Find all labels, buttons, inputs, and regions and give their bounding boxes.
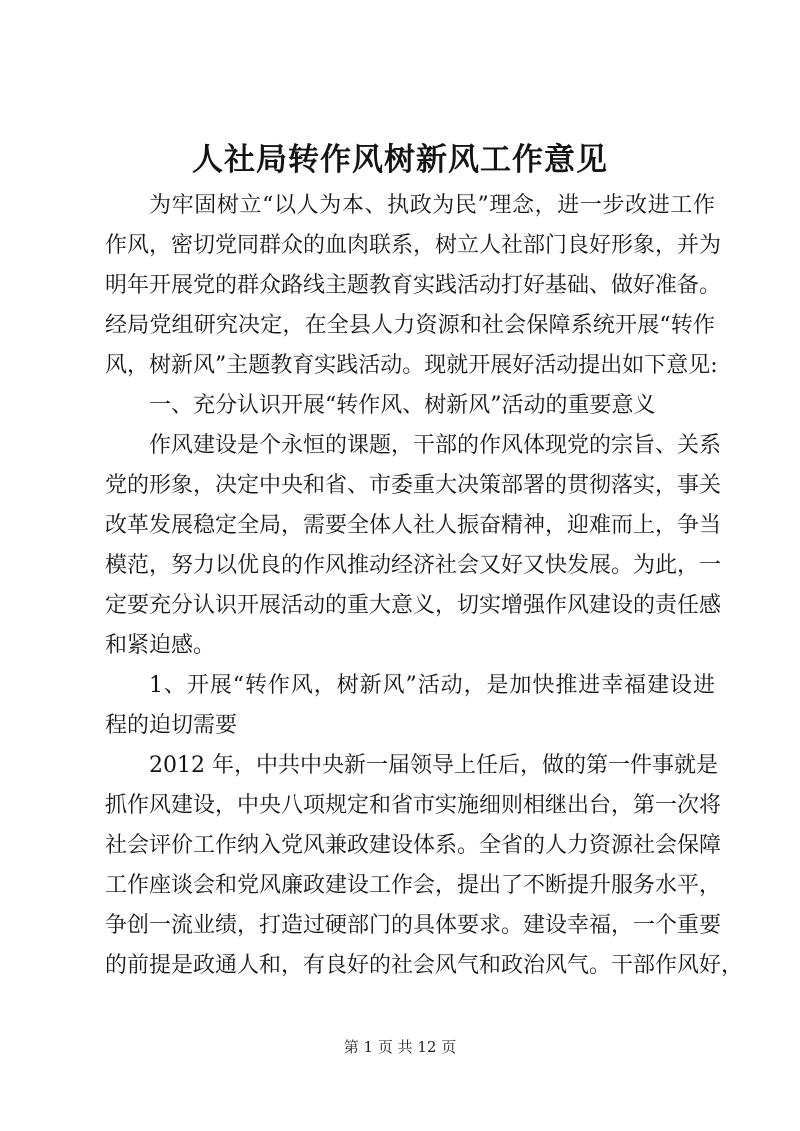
paragraph-line: 工作座谈会和党风廉政建设工作会，提出了不断提升服务水平， — [105, 873, 722, 898]
paragraph-line: 改革发展稳定全局，需要全体人社人振奋精神，迎难而上，争当 — [105, 513, 722, 538]
paragraph-line: 为牢固树立“以人为本、执政为民”理念，进一步改进工作 — [149, 193, 715, 218]
paragraph-line: 作风，密切党同群众的血肉联系，树立人社部门良好形象，并为 — [105, 233, 722, 258]
page-number-footer: 第 1 页 共 12 页 — [343, 1038, 457, 1056]
paragraph-line: 模范，努力以优良的作风推动经济社会又好又快发展。为此，一 — [105, 553, 722, 578]
paragraph-line: 作风建设是个永恒的课题，干部的作风体现党的宗旨、关系 — [149, 433, 722, 458]
paragraph-line: 明年开展党的群众路线主题教育实践活动打好基础、做好准备。 — [105, 273, 722, 298]
paragraph-line: 风，树新风”主题教育实践活动。现就开展好活动提出如下意见: — [105, 353, 718, 378]
paragraph-line: 定要充分认识开展活动的重大意义，切实增强作风建设的责任感 — [105, 593, 722, 618]
paragraph-line: 争创一流业绩，打造过硬部门的具体要求。建设幸福，一个重要 — [105, 913, 722, 938]
paragraph-line: 党的形象，决定中央和省、市委重大决策部署的贯彻落实，事关 — [105, 473, 722, 498]
section-heading: 一、充分认识开展“转作风、树新风”活动的重要意义 — [149, 393, 656, 418]
document-title: 人社局转作风树新风工作意见 — [192, 142, 608, 178]
paragraph-line: 的前提是政通人和，有良好的社会风气和政治风气。干部作风好， — [105, 953, 744, 978]
subsection-heading: 程的迫切需要 — [105, 713, 238, 738]
paragraph-line: 和紧迫感。 — [105, 633, 216, 658]
paragraph-line: 经局党组研究决定，在全县人力资源和社会保障系统开展“转作 — [105, 313, 715, 338]
paragraph-line: 抓作风建设，中央八项规定和省市实施细则相继出台，第一次将 — [105, 793, 722, 818]
paragraph-line: 2012 年，中共中央新一届领导上任后，做的第一件事就是 — [149, 753, 718, 778]
paragraph-line: 社会评价工作纳入党风兼政建设体系。全省的人力资源社会保障 — [105, 833, 722, 858]
subsection-heading: 1、开展“转作风，树新风”活动，是加快推进幸福建设进 — [149, 673, 715, 698]
